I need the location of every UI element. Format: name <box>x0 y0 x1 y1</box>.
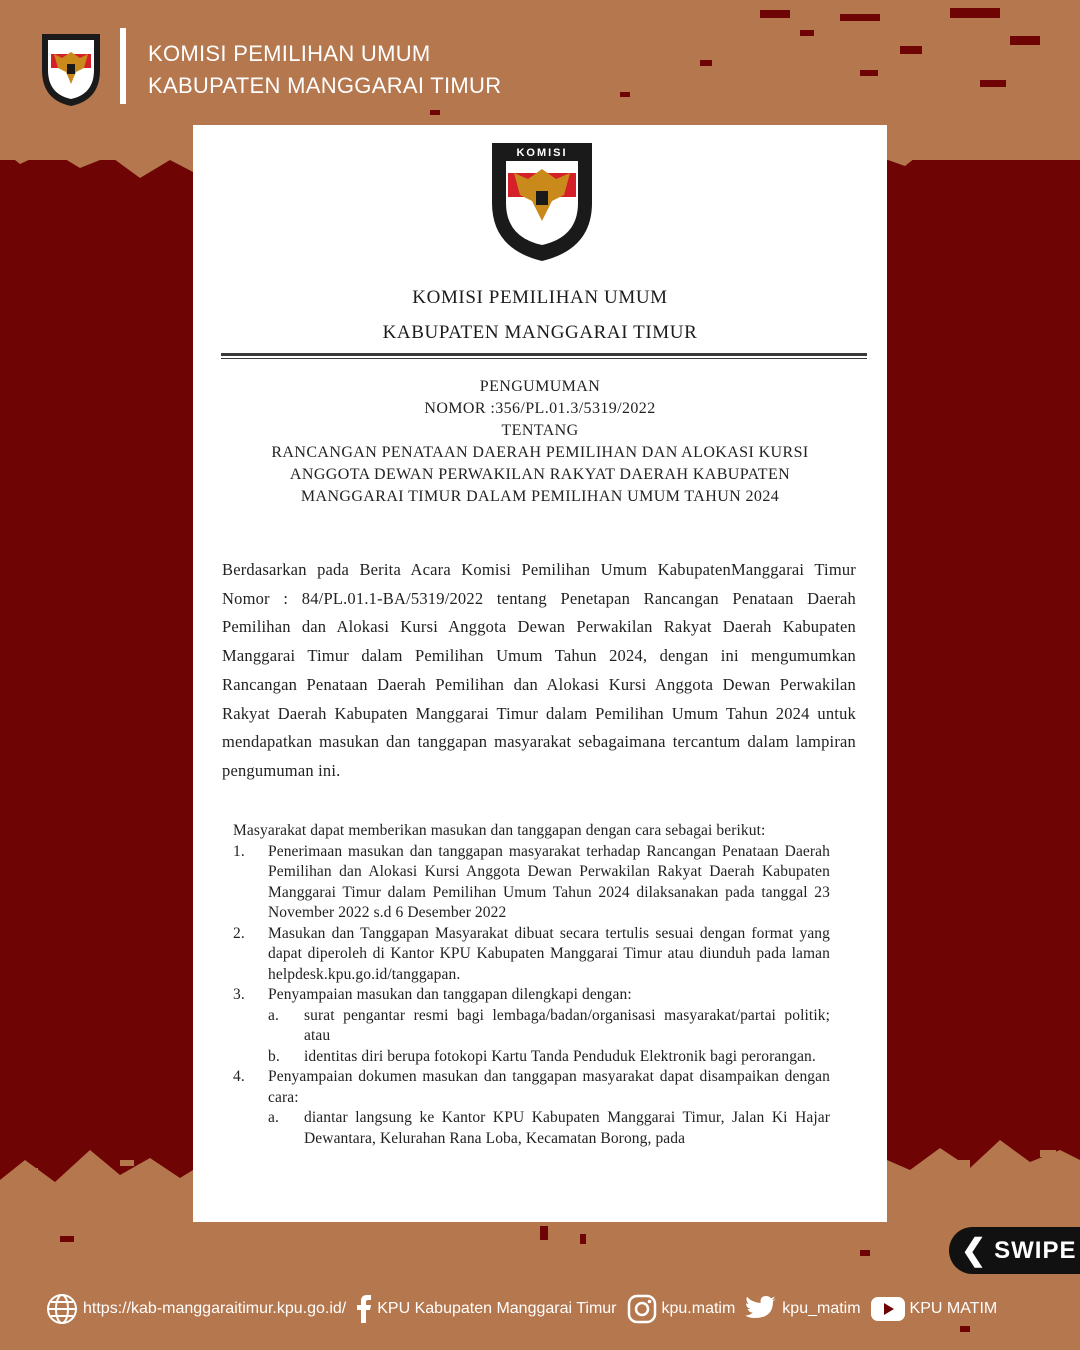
facebook-icon <box>356 1295 372 1323</box>
instagram-handle: kpu.matim <box>661 1300 736 1317</box>
twitter-icon <box>745 1296 777 1322</box>
kpu-logo <box>36 28 106 108</box>
list-item-text: Masukan dan Tanggapan Masyarakat dibuat secara tertulis sesuai dengan format yang dapat diperoleh di Kantor KPU Kabupaten Manggarai Timur atau diunduh pada laman helpdesk.kpu.go.id/tanggapan. <box>268 924 830 983</box>
footer-twitter-link[interactable] <box>745 1296 860 1322</box>
document-body-paragraph: Berdasarkan pada Berita Acara Komisi Pemilihan Umum KabupatenManggarai Timur Nomor : 84/PL.01.1-BA/5319/2022 tentang Penetapan Rancangan Penataan Daerah Pemilihan dan Alokasi Kursi Anggota Dewan Perwakilan Rakyat Daerah Kabupaten Manggarai Timur dalam Pemilihan Umum Tahun 2024, dengan ini mengumumkan Rancangan Penataan Daerah Pemilihan dan Alokasi Kursi Anggota Dewan Perwakilan Rakyat Daerah Kabupaten Manggarai Timur dalam Pemilihan Umum Tahun 2024 untuk mendapatkan masukan dan tanggapan masyarakat sebagaimana tercantum dalam lampiran pengumuman ini. <box>222 560 856 780</box>
list-item <box>233 1067 830 1108</box>
document-heading: PENGUMUMAN <box>479 378 601 395</box>
list-item <box>233 842 830 924</box>
document-about: TENTANG <box>501 422 579 439</box>
letterhead-rule-thin <box>221 358 867 359</box>
footer-youtube-link[interactable] <box>871 1297 998 1321</box>
list-item-number: 2. <box>233 924 245 942</box>
list-item-number: 1. <box>233 842 245 860</box>
sub-item-text: surat pengantar resmi bagi lembaga/badan/organisasi masyarakat/partai politik; atau <box>304 1006 830 1044</box>
document-org-line1: KOMISI PEMILIHAN UMUM <box>412 287 668 308</box>
kpu-seal <box>488 137 596 265</box>
announcement-document <box>193 125 887 1222</box>
chevron-left-icon: ❮ <box>961 1233 987 1267</box>
footer-instagram-link[interactable] <box>627 1294 736 1324</box>
facebook-name: KPU Kabupaten Manggarai Timur <box>377 1300 617 1317</box>
list-intro: Masyarakat dapat memberikan masukan dan tanggapan dengan cara sebagai berikut: <box>233 822 766 839</box>
sub-list-item <box>233 1006 830 1047</box>
sub-list-item <box>233 1108 830 1149</box>
list-item-text: Penerimaan masukan dan tanggapan masyarakat terhadap Rancangan Penataan Daerah Pemilihan dan Alokasi Kursi Anggota Dewan Perwakilan Rakyat Daerah Kabupaten Manggarai Timur dalam Pemilihan Umum Tahun 2024 dilaksanakan pada tanggal 23 November 2022 s.d 6 Desember 2022 <box>268 842 830 921</box>
list-item-number: 3. <box>233 986 245 1003</box>
list-item-text: Penyampaian masukan dan tanggapan dilengkapi dengan: <box>268 986 632 1003</box>
twitter-handle: kpu_matim <box>782 1300 861 1317</box>
website-url: https://kab-manggaraitimur.kpu.go.id/ <box>83 1300 347 1317</box>
swipe-label: SWIPE <box>994 1236 1077 1264</box>
header-title <box>148 38 501 102</box>
document-subject-line1: RANCANGAN PENATAAN DAERAH PEMILIHAN DAN ALOKASI KURSI <box>271 444 809 461</box>
sub-list-item <box>233 1047 830 1068</box>
document-subject-line3: MANGGARAI TIMUR DALAM PEMILIHAN UMUM TAHUN 2024 <box>300 488 780 505</box>
footer-facebook-link[interactable] <box>356 1295 616 1323</box>
list-item <box>233 924 830 986</box>
swipe-button[interactable] <box>949 1227 1080 1274</box>
sub-item-text: identitas diri berupa fotokopi Kartu Tanda Penduduk Elektronik bagi perorangan. <box>304 1047 816 1065</box>
sub-item-letter: b. <box>268 1047 280 1065</box>
submission-list <box>233 821 830 1149</box>
document-org-line2: KABUPATEN MANGGARAI TIMUR <box>382 322 698 343</box>
youtube-icon <box>871 1297 905 1321</box>
seal-text-top: KOMISI <box>516 147 568 159</box>
header-org-line2: KABUPATEN MANGGARAI TIMUR <box>148 73 502 98</box>
sub-item-letter: a. <box>268 1006 279 1024</box>
document-subject-line2: ANGGOTA DEWAN PERWAKILAN RAKYAT DAERAH KABUPATEN <box>289 466 791 483</box>
letterhead-rule-thick <box>221 353 867 356</box>
footer-website-link[interactable] <box>46 1293 346 1325</box>
header-org-line1: KOMISI PEMILIHAN UMUM <box>148 41 431 66</box>
list-item-text: Penyampaian dokumen masukan dan tanggapan masyarakat dapat disampaikan dengan cara: <box>268 1068 830 1106</box>
footer-social-bar <box>46 1292 1007 1326</box>
list-item <box>233 985 830 1006</box>
instagram-icon <box>627 1294 657 1324</box>
sub-item-text: diantar langsung ke Kantor KPU Kabupaten Manggarai Timur, Jalan Ki Hajar Dewantara, Kelurahan Rana Loba, Kecamatan Borong, pada <box>304 1109 830 1147</box>
globe-icon <box>46 1293 78 1325</box>
document-number: NOMOR :356/PL.01.3/5319/2022 <box>424 400 656 417</box>
list-item-number: 4. <box>233 1068 245 1085</box>
youtube-channel: KPU MATIM <box>909 1300 998 1317</box>
header-divider <box>120 28 126 104</box>
sub-item-letter: a. <box>268 1109 279 1126</box>
